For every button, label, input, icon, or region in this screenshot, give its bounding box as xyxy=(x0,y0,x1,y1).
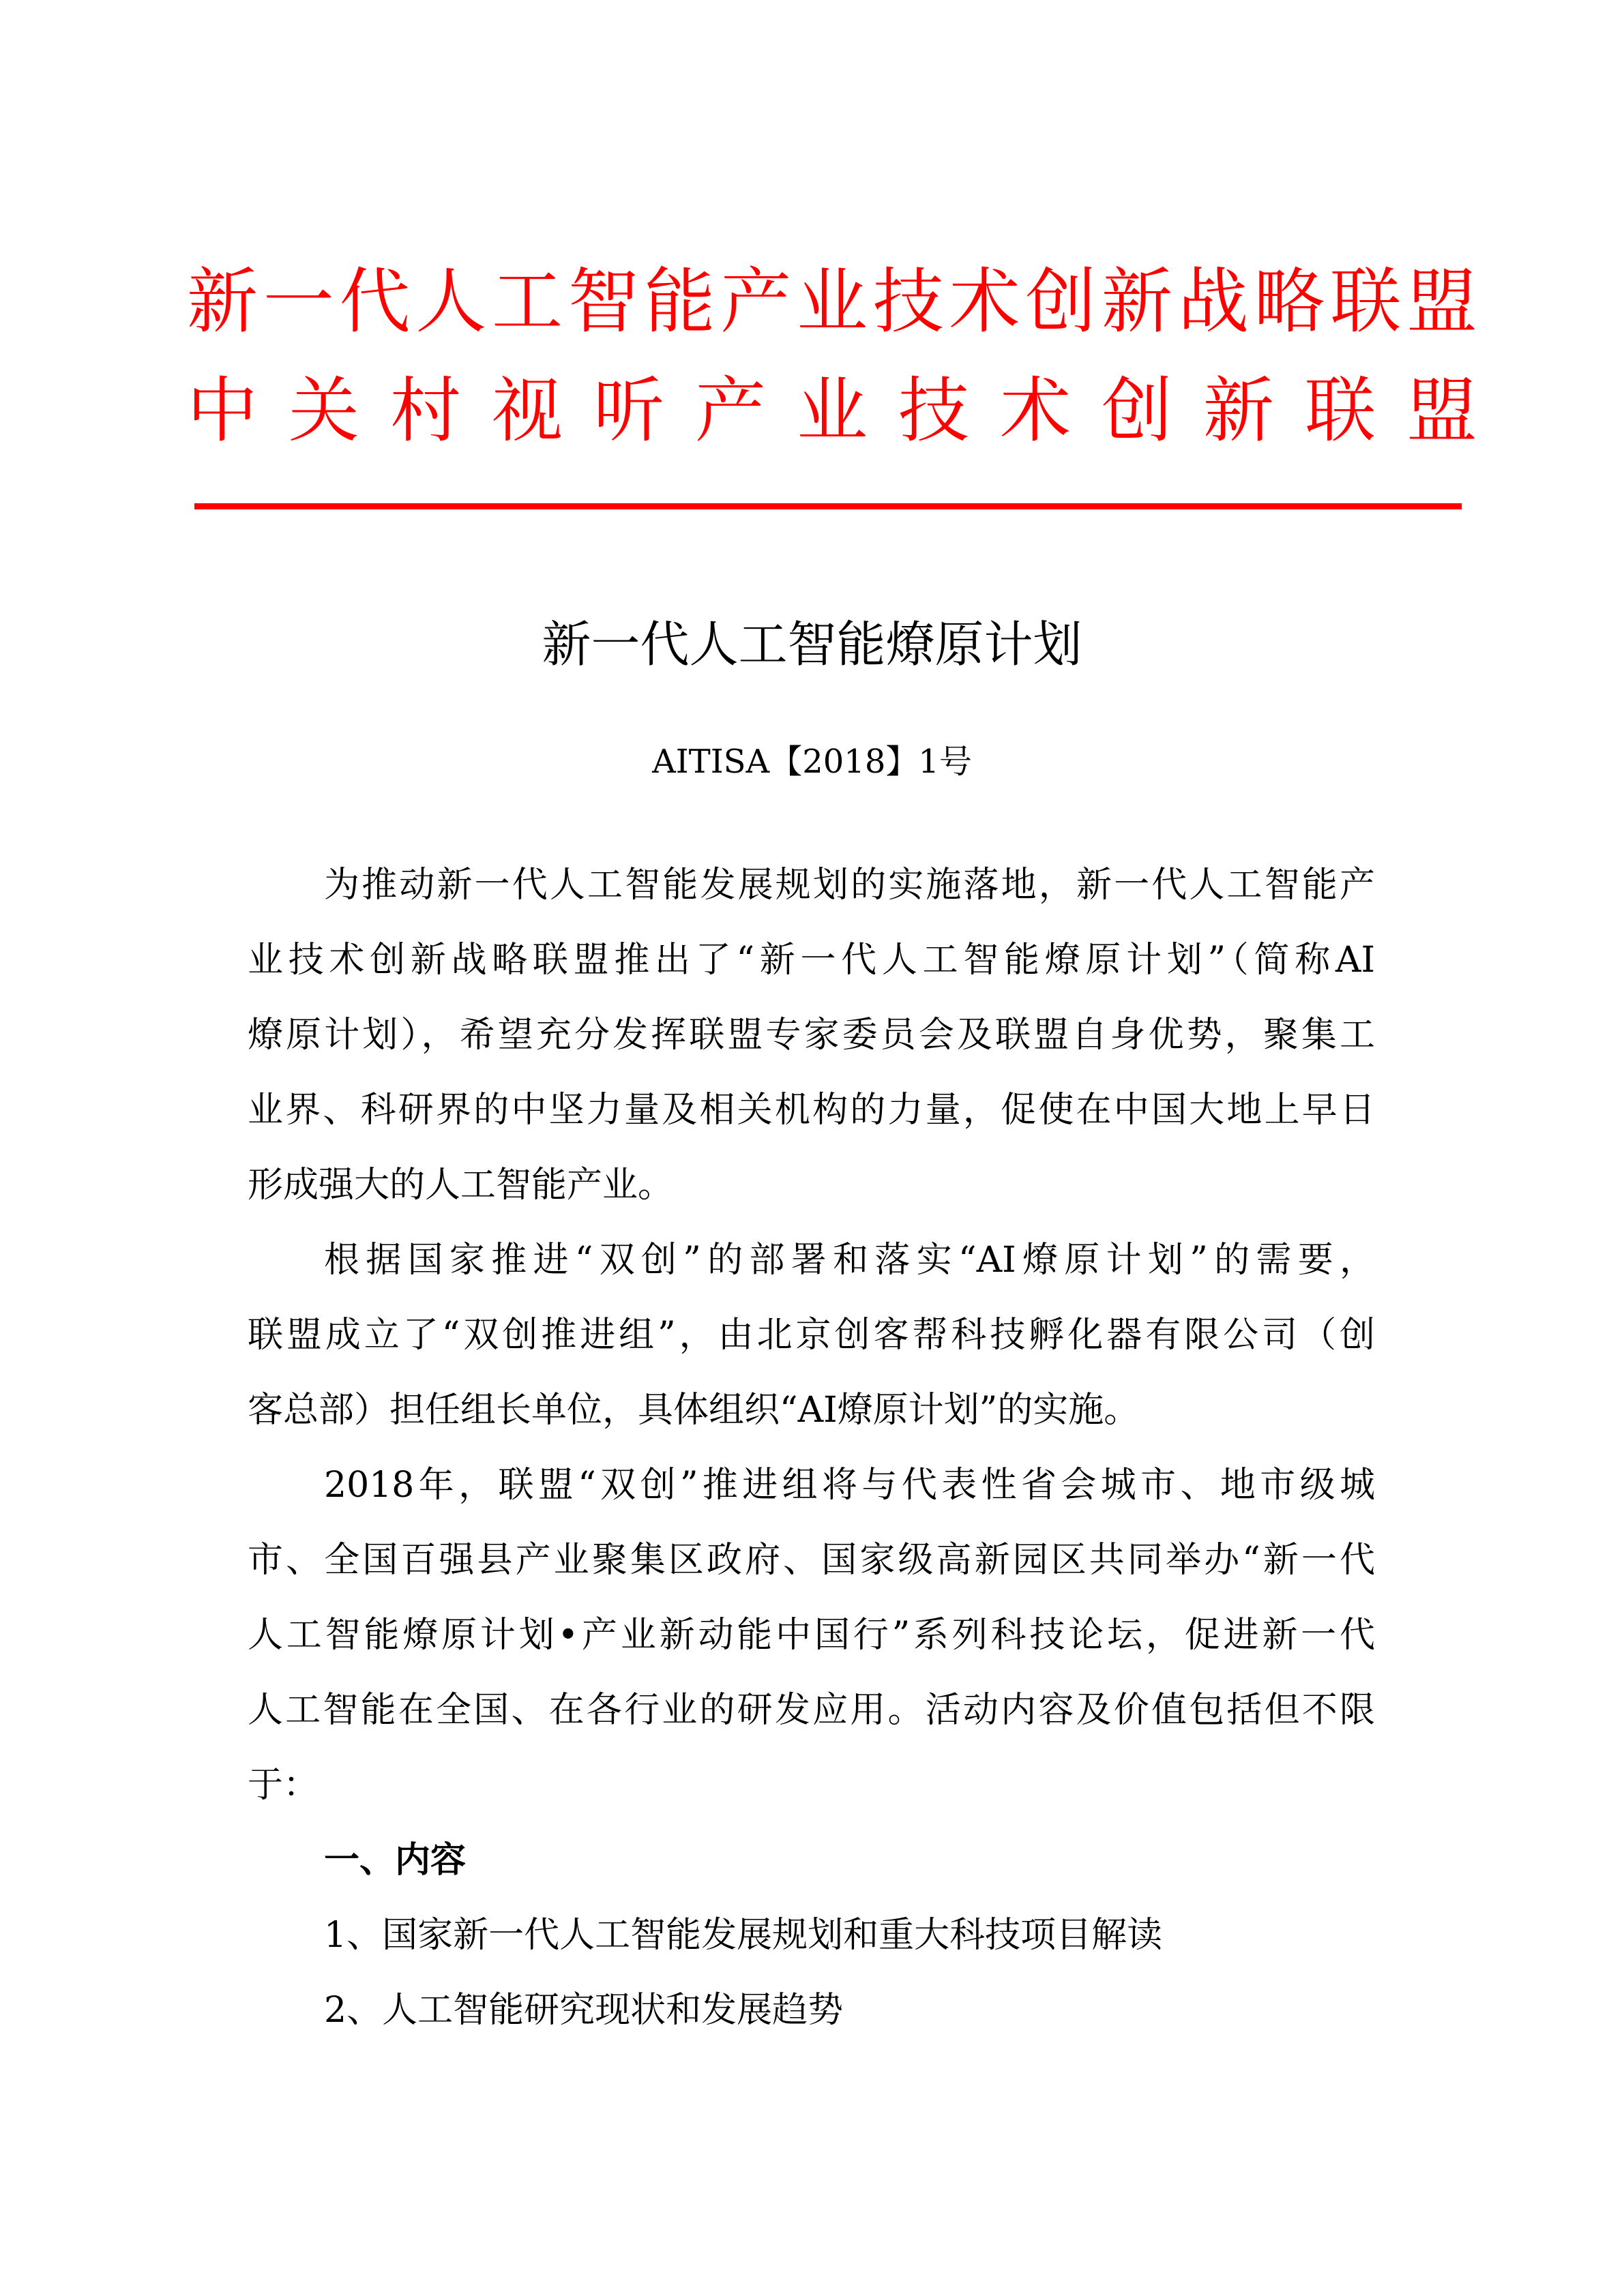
paragraph-1-line: 业界、科研界的中坚力量及相关机构的力量，促使在中国大地上早日 xyxy=(248,1090,1375,1131)
letterhead-line-2: 中 关 村 视 听 产 业 技 术 创 新 联 盟 xyxy=(187,370,1477,451)
paragraph-3-line: 于： xyxy=(248,1765,319,1806)
document-title: 新一代人工智能燎原计划 xyxy=(542,616,1082,673)
document-number: AITISA【2018】1号 xyxy=(652,743,972,781)
letterhead-line-1: 新一代人工智能产业技术创新战略联盟 xyxy=(187,260,1477,342)
paragraph-2-line: 根据国家推进“双创”的部署和落实“AI燎原计划”的需要， xyxy=(324,1240,1375,1281)
section-heading: 一、内容 xyxy=(324,1839,467,1881)
paragraph-3-line: 2018年，联盟“双创”推进组将与代表性省会城市、地市级城 xyxy=(324,1465,1375,1506)
paragraph-1-line: 业技术创新战略联盟推出了“新一代人工智能燎原计划”（简称AI xyxy=(248,940,1375,981)
paragraph-3-line: 人工智能燎原计划•产业新动能中国行”系列科技论坛，促进新一代 xyxy=(248,1615,1375,1656)
list-item: 1、国家新一代人工智能发展规划和重大科技项目解读 xyxy=(324,1915,1163,1956)
list-item: 2、人工智能研究现状和发展趋势 xyxy=(324,1990,844,2031)
paragraph-1-line: 燎原计划），希望充分发挥联盟专家委员会及联盟自身优势，聚集工 xyxy=(248,1015,1375,1056)
paragraph-3-line: 市、全国百强县产业聚集区政府、国家级高新园区共同举办“新一代 xyxy=(248,1540,1375,1581)
paragraph-1-line: 形成强大的人工智能产业。 xyxy=(248,1165,674,1206)
letterhead-divider xyxy=(194,503,1462,509)
paragraph-1-line: 为推动新一代人工智能发展规划的实施落地，新一代人工智能产 xyxy=(324,865,1375,906)
paragraph-2-line: 客总部）担任组长单位，具体组织“AI燎原计划”的实施。 xyxy=(248,1390,1140,1431)
paragraph-3-line: 人工智能在全国、在各行业的研发应用。活动内容及价值包括但不限 xyxy=(248,1690,1375,1731)
paragraph-2-line: 联盟成立了“双创推进组”，由北京创客帮科技孵化器有限公司（创 xyxy=(248,1315,1375,1356)
